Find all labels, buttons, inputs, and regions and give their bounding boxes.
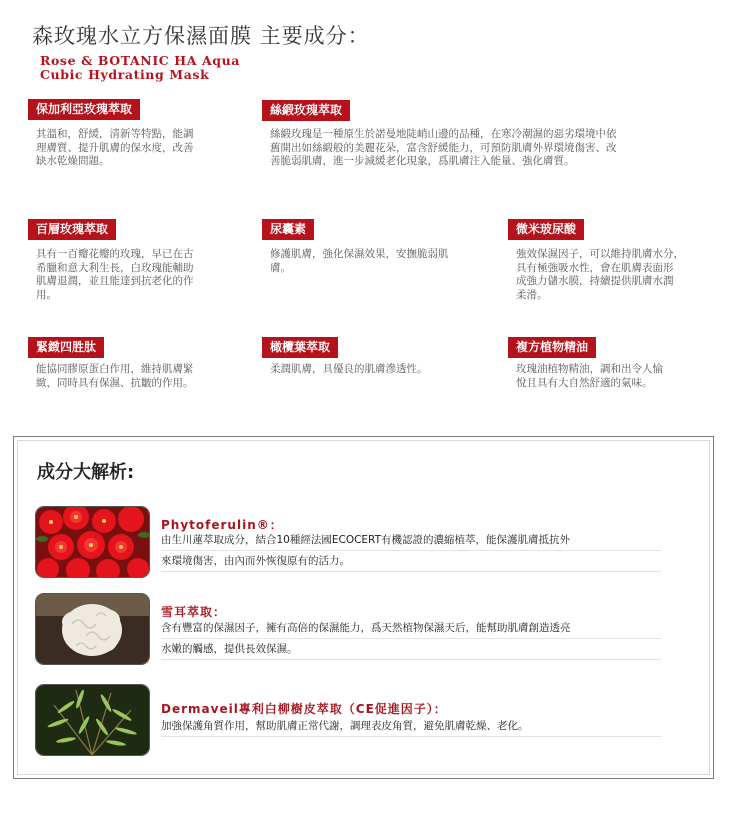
page-title: 森玫瑰水立方保濕面膜 主要成分： xyxy=(32,24,370,48)
willow-leaves-photo xyxy=(35,684,150,756)
ingredient-tag-compound-essential-oil: 複方植物精油 xyxy=(508,337,596,358)
ingredient-desc-hundred-petal-rose: 具有一百瓣花瓣的玫瑰，早已在古 希臘和意大利生長，白玫瑰能輔助 肌膚退潤，並且能達到抗老化的作 用。 xyxy=(36,248,194,301)
ingredient-tag-micro-hyaluronic-acid: 微米玻尿酸 xyxy=(508,219,584,240)
red-flowers-photo xyxy=(35,506,150,578)
analysis-item-snow-fungus-desc: 含有豐富的保濕因子，擁有高倍的保濕能力，爲天然植物保濕天后，能幫助肌膚創造透亮 水嫩的觸感，提供長效保濕。 xyxy=(161,618,661,660)
analysis-item-dermaveil-desc: 加強保護角質作用，幫助肌膚正常代謝，調理表皮角質，避免肌膚乾燥、老化。 xyxy=(161,716,661,737)
subtitle-line-2: Cubic Hydrating Mask xyxy=(40,67,210,82)
ingredient-desc-bulgarian-rose: 其溫和，舒緩，清新等特點，能調 理膚質、提升肌膚的保水度，改善 缺水乾燥問題。 xyxy=(36,128,194,167)
ingredient-desc-micro-hyaluronic-acid: 強效保濕因子，可以維持肌膚水分， 具有極強吸水性，會在肌膚表面形 成強力儲水膜，持續提供肌膚水潤 柔滑。 xyxy=(516,248,684,301)
product-english-name xyxy=(40,54,240,82)
ingredient-desc-satin-rose: 絲緞玫瑰是一種原生於諾曼地陡峭山邊的品種，在寒冷潮濕的惡劣環境中依 舊開出如絲緞般的美麗花朵，富含舒緩能力，可預防肌膚外界環境傷害、改 善脆弱肌膚，進一步減緩老化現象，爲肌膚注入能量、強化膚質。 xyxy=(270,128,617,167)
ingredient-desc-firming-tetrapeptide: 能協同膠原蛋白作用，維持肌膚緊 緻，同時具有保濕、抗皺的作用。 xyxy=(36,363,194,389)
ingredient-desc-allantoin: 修護肌膚，強化保濕效果，安撫脆弱肌 膚。 xyxy=(270,248,449,274)
analysis-item-phytoferulin-desc: 由生川蓮萃取成分，結合10種經法國ECOCERT有機認證的濃縮植萃，能保護肌膚抵抗外 來環境傷害，由內而外恢復原有的活力。 xyxy=(161,530,661,572)
snow-fungus-photo xyxy=(35,593,150,665)
analysis-title: 成分大解析: xyxy=(37,462,135,483)
analysis-item-dermaveil-name: Dermaveil專利白柳樹皮萃取（CE促進因子）： xyxy=(161,702,447,716)
ingredient-tag-hundred-petal-rose: 百層玫瑰萃取 xyxy=(28,219,116,240)
analysis-item-phytoferulin-name: Phytoferulin®： xyxy=(161,518,283,532)
ingredient-tag-bulgarian-rose: 保加利亞玫瑰萃取 xyxy=(28,99,140,120)
ingredient-tag-allantoin: 尿囊素 xyxy=(262,219,314,240)
ingredient-analysis-panel xyxy=(13,436,714,779)
ingredient-tag-firming-tetrapeptide: 緊緻四胜肽 xyxy=(28,337,104,358)
subtitle-line-1: Rose & BOTANIC HA Aqua xyxy=(40,53,240,68)
ingredient-desc-compound-essential-oil: 玫瑰油植物精油，調和出令人愉 悅且具有大自然舒適的氣味。 xyxy=(516,363,663,389)
ingredient-tag-satin-rose: 絲緞玫瑰萃取 xyxy=(262,100,350,121)
analysis-item-snow-fungus-name: 雪耳萃取： xyxy=(161,605,227,619)
ingredient-tag-olive-leaf: 橄欖葉萃取 xyxy=(262,337,338,358)
ingredient-desc-olive-leaf: 柔潤肌膚，具優良的肌膚滲透性。 xyxy=(270,363,428,375)
